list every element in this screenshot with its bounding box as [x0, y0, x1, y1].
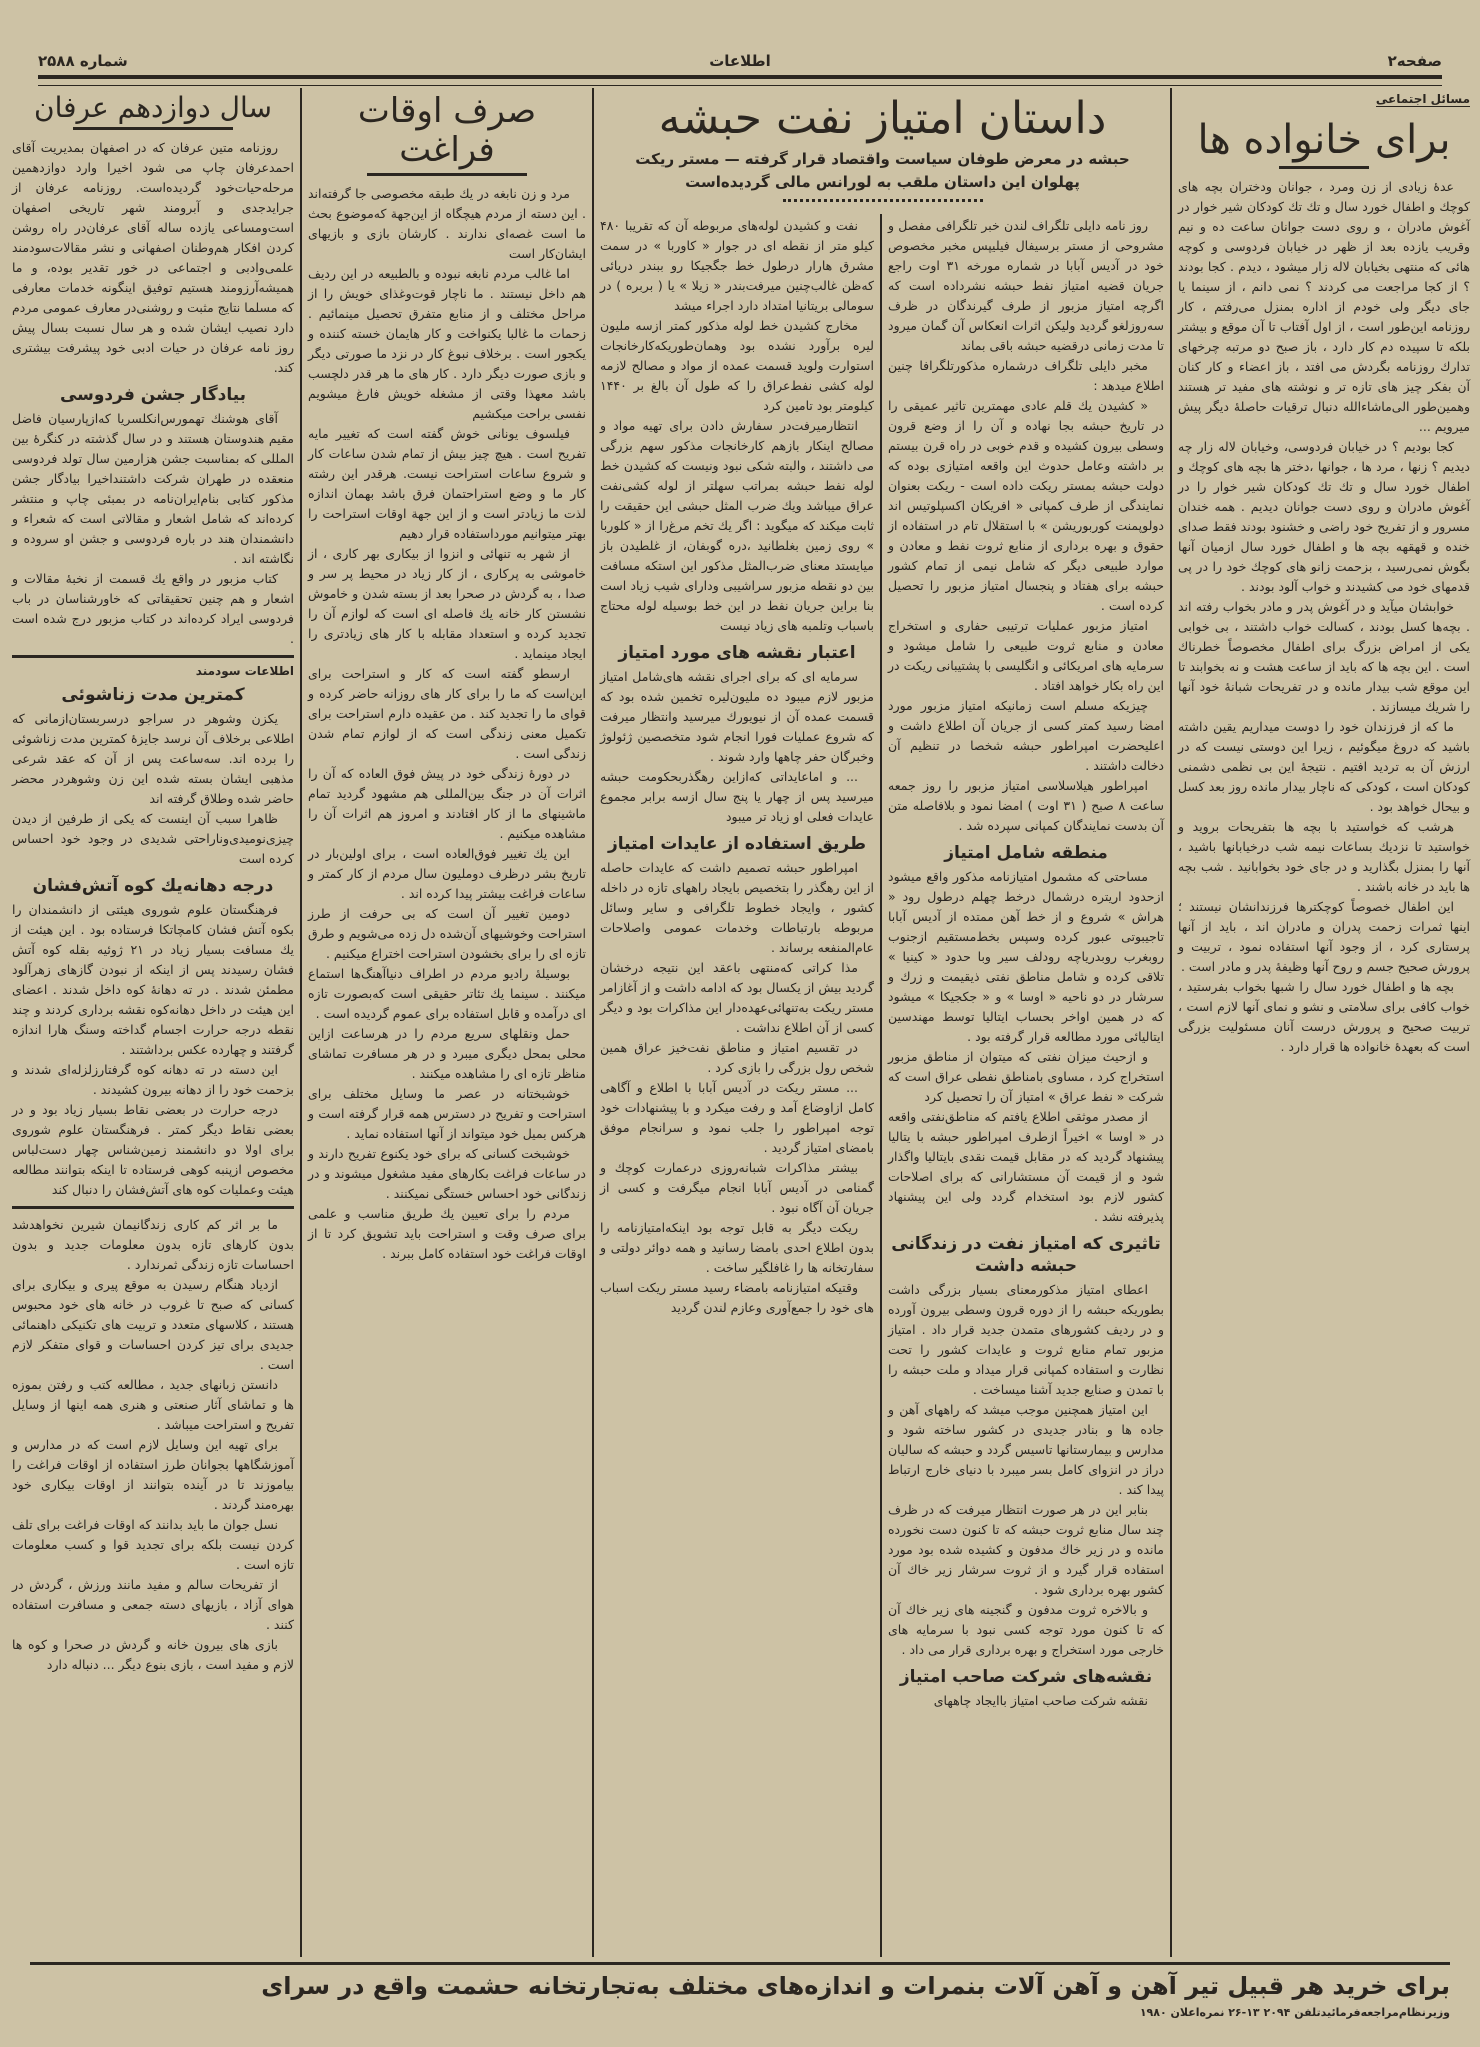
- advertisement-banner: [30, 1962, 1450, 2021]
- newspaper-name: اطلاعات: [709, 52, 771, 70]
- paragraph: حمل ونقلهای سریع مردم را در هرساعت ازاین محلی بمحل دیگری میبرد و در هر مسافرت تماشای مناظر تازه ای را مشاهده میکنند .: [308, 1026, 586, 1082]
- paragraph: از مصدر موثقی اطلاع یافتم که مناطق‌نفتی واقعه در « اوسا » اخیراً ازطرف امپراطور حبشه با یتالیا پیشنهاد گردید که در مقابل قیمت نقدی بایتالیا واگذار شود و از قیمت آن مستشارانی که برای اصلاحات کشور لازم بود استخدام گردد ولی این پیشنهاد پذیرفته نشد .: [888, 1109, 1164, 1224]
- paragraph: از تفریحات سالم و مفید مانند ورزش ، گردش در هوای آزاد ، بازیهای دسته جمعی و مسافرت استفاده کنند .: [12, 1577, 294, 1633]
- article-deck: حبشه در معرض طوفان سیاست واقتصاد قرار گرفته — مستر ریکت پهلوان این داستان ملقب به لورانس مالی گردیده‌است: [635, 150, 1130, 191]
- paragraph: امتیاز مزبور عملیات ترتیبی حفاری و استخراج معادن و منابع ثروت طبیعی را شامل میشود و سرمایه های امریکائی و انگلیسی با پشتیبانی ریکت در این راه بکار خواهد افتاد .: [888, 618, 1164, 693]
- subheading: تاثیری که امتیاز نفت در زندگانی حبشه داشت: [891, 1234, 1161, 1276]
- paragraph: درجه حرارت در بعضی نقاط بسیار زیاد بود و در بعضی نقاط دیگر کمتر . فرهنگستان علوم شوروی برای اولا دو دانشمند زمین‌شناس چهار دست‌لباس مخصوص ازپنبه کوهی فرستاده تا اینکه بتوانند مطالعه هیئت وعملیات کوه های آتش‌فشان را دنبال کند: [12, 1102, 294, 1198]
- paragraph: هرشب که خواستید با بچه ها بتفریحات بروید و خواستید تا نزدیك بساعات نیمه شب درخیابانها باشید ، آنها را بمنزل بگذارید و در جای خود بخوابانید . شب بچه ها باید در خانه باشند .: [1178, 819, 1470, 894]
- article-leisure: [308, 88, 586, 1264]
- paragraph: انتظارمیرفت‌در سفارش دادن برای تهیه مواد و مصالح اینکار بازهم کارخانجات مذکور سهم بزرگی می داشتند ، والبته شکی نبود ونیست که کشیدن خط لوله نفط حبشه بمراتب سهلتر از لوله کشی‌نفت عراق میباشد ویك ضرب المثل حبشی این حقیقت را ثابت میکند که میگوید : اگر یك تخم مرغ‌را از « کلوربا » روی زمین بغلطانید ،دره گوبفان، از غلطیدن باز میایستد معنای ضرب‌المثل مذکور این استکه مسافت بین دو نقطه مزبور سراشیبی ودارای شیب زیاد است بنا براین جریان نفط در این خط بوسیله لوله محتاج باسباب وتلمبه های زیاد نیست: [600, 418, 874, 633]
- paragraph: خوابشان میآید و در آغوش پدر و مادر بخواب رفته اند . بچه‌ها کسل بودند ، کسالت خواب داشتند ، بی خوابی یکی از امراض بزرگ برای اطفال مخصوصاً خطرناك است . این بچه ها که باید از ساعت هشت و نه بخوابند تا این موقع شب بیدار مانده و در تفریحات شبانهٔ خود آنها را شریك میسازند .: [1178, 599, 1470, 714]
- subheading: بیادگار جشن فردوسی: [59, 385, 247, 406]
- column-divider: [1170, 88, 1172, 1957]
- paragraph: بوسیلهٔ رادیو مردم در اطراف دنیا‌آهنگ‌ها استماع میکنند . سینما یك تئاتر حقیقی است که‌بصورت تازه ای درآمده و قابل استفاده برای عموم گردیده است .: [308, 966, 586, 1022]
- paragraph: خوشبخت کسانی که برای خود یکنوع تفریح دارند و در ساعات فراغت بکارهای مفید مشغول میشوند و در زندگانی خود احساس خستگی نمیکنند .: [308, 1146, 586, 1202]
- paragraph: مخبر دایلی تلگراف درشماره مذکورتلگرافا چنین اطلاع میدهد :: [888, 358, 1164, 393]
- paragraph: نسل جوان ما باید بدانند که اوقات فراغت برای تلف کردن نیست بلکه برای تجدید قوا و کسب معلومات تازه است .: [12, 1517, 294, 1573]
- paragraphs: [12, 900, 294, 1200]
- section-kicker: مسائل اجتماعی: [1375, 92, 1470, 106]
- article-title: داستان امتیاز نفت حبشه: [658, 93, 1107, 144]
- column-divider: [880, 214, 882, 1957]
- ad-reference: وزیرنظام‌مراجعه‌فرمائید‌تلفن ۲۰۹۴ ۱۳-۲۶ نمره‌اعلان ۱۹۸۰: [1139, 2006, 1450, 2019]
- paragraph: دانستن زبانهای جدید ، مطالعه کتب و رفتن بموزه ها و تماشای آثار صنعتی و هنری همه اینها از وسایل تفریح و استراحت میباشد .: [12, 1377, 294, 1433]
- column-divider: [592, 88, 594, 1957]
- paragraph: ظاهرا سبب آن اینست که یکی از طرفین از دیدن چیزی‌نومیدی‌وناراحتی‌ شدیدی در وجود خود احساس کرده است: [12, 811, 294, 867]
- section-rule: [12, 1206, 294, 1209]
- paragraph: این امتیاز همچنین موجب میشد که راههای آهن و جاده ها و بنادر جدیدی در کشور ساخته شود و مدارس و بیمارستانها تاسیس گردد و حبشه که سالیان دراز در انزوای کامل بسر میبرد با دنیای خارج ارتباط پیدا کند .: [888, 1402, 1164, 1497]
- paragraph: مردم را برای تعیین یك طریق مناسب و علمی برای صرف وقت و استراحت باید تشویق کرد تا از اوقات فراغت خود استفاده کامل ببرند .: [308, 1206, 586, 1262]
- article-families: [1178, 88, 1470, 1057]
- paragraph: وقتیکه امتیازنامه بامضاء رسید مستر ریکت اسباب های خود را جمع‌آوری وعازم لندن گردید: [600, 1280, 874, 1315]
- paragraph: ما بر اثر کم کاری زندگانیمان شیرین نخواهدشد بدون کارهای تازه بدون معلومات جدید و بدون احساسات تازه زندگی ثمرندارد .: [12, 1217, 294, 1273]
- title-rule: [783, 199, 983, 202]
- paragraph: نفت و کشیدن لوله‌های مربوطه آن که تقریبا ۴۸۰ کیلو متر از نقطه ای در جوار « کاوربا » در سمت مشرق هارار درطول خط جگجیکا رو ببندر دریائی که‌ظن غالب‌چنین میرفت‌بندر « زیلا » یا ( بربره ) در سومالی بریتانیا امتداد دارد اجراء میشد: [600, 218, 874, 313]
- paragraph: اما غالب مردم نابغه نبوده و بالطبیعه در این ردیف هم داخل نیستند . ما ناچار قوت‌وغذای خویش را از مراحل مختلف و از منابع متفرق تحصیل مینمائیم . زحمات ما غالبا یکنواخت و کار هایمان خسته کننده و یکجور است . برخلاف نبوغ کار در نزد ما صورتی دیگر و بازی صورت دیگر دارد . کار های ما هر قدر دلچسب باشد معهذا وقتی از مشغله خویش فارغ میشویم نفسی براحت میکشیم: [308, 266, 586, 422]
- paragraph: مساحتی که مشمول امتیازنامه مذکور واقع میشود ازحدود اریتره درشمال درخط چهلم درطول رود « هراش » شروع و از خط آهن ممتده از آدیس آبابا تاجیبوتی عبور کرده وسپس بخط‌مستقیم ازجنوب روبغرب روبدریاچه رودلف سیر وبا حدود « کینیا » تلاقی کرده و شامل مناطق نفتی ذیقیمت و زرك و سرشار در دو ناحیه « اوسا » و « جکجیکا » میشود که در همین اواخر بحساب ایتالیا توسط مهندسین ایتالیائی مورد مطالعه قرار گرفته بود .: [888, 869, 1164, 1044]
- paragraphs: [888, 1280, 1164, 1660]
- ad-text: برای خرید هر قبیل تیر آهن و آهن آلات بنمرات و اندازه‌های مختلف به‌تجارتخانه حشمت واقع در سرای: [261, 1972, 1450, 2000]
- paragraph: و ازحیث میزان نفتی که میتوان از مناطق مزبور استخراج کرد ، مساوی بامناطق نفطی عراق است که شرکت « نفط عراق » امتیاز آن را تحصیل کرد: [888, 1049, 1164, 1104]
- paragraph: « کشیدن یك قلم عادی مهمترین تاثیر عمیقی را در تاریخ حبشه بجا نهاده و آن را از وضع قرون وسطی بیرون کشیده و قدم خوبی در راه قرن بیستم بر داشته وعامل حدوث این واقعه امتیازی بوده که دولت حبشه بمستر ریکت داده است - ریکت بعنوان نمایندگی از طرف کمپانی « افریکان اکسپلوتیس اند دولوپمنت کوربوریشن » با استقلال تام در استفاده از حقوق و بهره برداری از منابع ثروت نفط و معادن و موارد طبیعی دیگر که شامل نیمی از تمام کشور حبشه برای هفتاد و پنجسال امتیاز مزبور را تحصیل کرده است .: [888, 398, 1164, 613]
- page-number: صفحه۲: [1387, 52, 1442, 70]
- paragraph: بچه ها و اطفال خورد سال را شبها بخواب بفرستید ، خواب کافی برای سلامتی و نشو و نمای آنها لازم است ، تربیت صحیح و پرورش درست آنان مسئولیت بزرگی است که بعهدهٔ خانواده ها قرار دارد .: [1178, 979, 1470, 1054]
- subheading: کمترین مدت زناشوئی: [61, 685, 245, 706]
- paragraph: دومین تغییر آن است که بی حرفت از طرز استراحت وخوشیهای آن‌شده دل زده می‌شویم و طرق تازه ای را برای بخشودن استراحت اختراع میکنیم .: [308, 906, 586, 962]
- top-double-rule: [38, 75, 1442, 86]
- article-ethiopia-header: [595, 86, 1170, 202]
- paragraphs: [12, 1215, 294, 1675]
- section-rule: [12, 655, 294, 658]
- paragraphs: [600, 667, 874, 827]
- paragraph: بنابر این در هر صورت انتظار میرفت که در ظرف چند سال منابع ثروت حبشه که تا کنون دست نخورده مانده و در زیر خاك مدفون و کشیده شده بود مورد استفاده قرار گیرد و از ثروت سرشار زیر خاك آن کشور بهره برداری شود .: [888, 1502, 1164, 1597]
- paragraph: کتاب مزبور در واقع یك قسمت از نخبهٔ مقالات و اشعار و هم چنین تحقیقاتی که خاورشناسان در باب فردوسی ایراد کرده‌اند در کتاب مزبور درج شده است .: [12, 571, 294, 647]
- paragraph: این اطفال خصوصاً کوچکترها فرزندانشان نیستند ؛ اینها ثمرات زحمت پدران و مادران اند ، باید از آنها پرستاری کرد ، از وجود آنها استفاده نمود ، تربیت و پرورش صحیح جسم و روح آنها وظیفهٔ پدر و مادر است .: [1178, 899, 1470, 974]
- paragraph: سرمایه ای که برای اجرای نقشه های‌شامل امتیاز مزبور لازم میبود ده ملیون‌لیره تخمین شده بود که قسمت عمده آن از نیویورك میرسید وانتظار میرفت که شروع عملیات فورا انجام شود متخصصین ژئولوژ وخبرگان حفر چاهها وارد شوند .: [600, 669, 874, 764]
- paragraph: ارسطو گفته است که کار و استراحت برای این‌است که ما را برای کار های روزانه حاضر کرده و قوای ما را تجدید کند . من عقیده دارم استراحت برای تکمیل معنی زندگی است که از لوازم تمام شدن زندگی است .: [308, 666, 586, 762]
- paragraphs: [888, 216, 1164, 836]
- paragraphs: [12, 709, 294, 869]
- paragraph: ما که از فرزندان خود را دوست میداریم یقین داشته باشید که دروغ میگوئیم ، زیرا این دوستی نیست که در ارزش آن به تردید افتیم . نتیجهٔ این بی نظمی دشمنی کودکان است ، کودکی که ناچار بیدار مانده روز بعد کسل و بیحال خواهد بود .: [1178, 719, 1470, 814]
- paragraphs: [600, 216, 874, 636]
- article-title: صرف اوقات فراغت: [357, 91, 537, 171]
- paragraph: ... مستر ریکت در آدیس آبابا با اطلاع و آگاهی کامل ازاوضاع آمد و رفت میکرد و با پیشنهادات خود توجه امپراطور را جلب نمود و سرانجام موفق بامضای امتیاز گردید .: [600, 1080, 874, 1155]
- paragraph: بازی های بیرون خانه و گردش در صحرا و کوه ها لازم و مفید است ، بازی‌ بنوع دیگر ... دنباله دارد: [12, 1637, 294, 1673]
- paragraphs: [308, 184, 586, 1264]
- paragraph: فیلسوف یونانی خوش گفته است که تغییر مایه تفریح است . هیچ چیز بیش از تمام شدن ساعات کار و شروع ساعات استراحت نیست. هرقدر این رشته کار ما و وضع استراحتمان فرق باشد بهمان اندازه لذت ما زیادتر است و از این جهة اوقات استراحت را بهتر میتوانیم مورداستفاده قرار دهیم: [308, 426, 586, 542]
- paragraph: مخارج کشیدن خط لوله مذکور کمتر ازسه ملیون لیره برآورد نشده بود وهمان‌طوریکه‌کارخانجات استوارت ولوید قسمت عمده از مواد و مصالح لازمه لوله کشی نفط‌عراق را که طول آن بالغ بر ۱۴۴۰ کیلومتر بود تامین کرد: [600, 318, 874, 413]
- column-divider: [300, 88, 302, 1957]
- paragraphs: [12, 409, 294, 649]
- paragraph: عدهٔ زیادی از زن ومرد ، جوانان ودختران بچه های کوچك و اطفال خورد سال و تك تك کودکان شیر خوار در آغوش مادران ، و روی دست جوانان ساعت ده و نیم وقریب یازده بعد از ظهر در خیابان فردوسی و کوچه هائی که منتهی بخیابان لاله زار میشود ، دیدم . کجا بودند ؟ از کجا مراجعت می کردند ؟ نمی دانم ، از سینما یا جای دیگر ولی خودم از اداره بمنزل می‌رفتم ، کار روزنامه این‌طور است ، از اول آفتاب تا آن موقع و بیشتر بلکه تا سپیده دم کار دارد ، باز صبح دو مرتبه چرخهای تدارك روزنامه بگردش می افتد ، باز اعضاء و کار کنان آن بفکر چیز های تازه تر و نوشته های مفید تر هستند وهمین‌طور الی‌ماشاءالله دنبال ترقیات حاصلهٔ دیگر پیش میرویم ...: [1178, 179, 1470, 434]
- paragraph: کجا بودیم ؟ در خیابان فردوسی، وخیابان لاله زار چه دیدیم ؟ زنها ، مرد ها ، جوانها ،دختر ها بچه های کوچك و اطفال خورد سال و تك تك کودکان شیر خوار را در آغوش مادران و روی دست جوانان دیدیم . همه خندان مسرور و از تفریح خود راضی و خشنود بودند فقط صدای خنده و قهقهه بچه ها و اطفال خورد سال ازمیان آنها بگوش نمی‌رسید ، بزحمت زانو های کوچك خود را در پی قدمهای خود می کشیدند و خواب آلود بودند .: [1178, 439, 1470, 594]
- paragraphs: [600, 858, 874, 1318]
- paragraph: امپراطور هیلاسلاسی امتیاز مزبور را روز جمعه ساعت ۸ صبح ( ۳۱ اوت ) امضا نمود و بلافاصله متن آن بدست نمایندگان کمپانی سپرده شد .: [888, 778, 1164, 833]
- paragraph: ... و اماعایداتی که‌ازاین رهگذربحکومت حبشه میرسید پس از چهار یا پنج سال ازسه برابر مجموع عایدات فعلی او زیاد تر میبود: [600, 769, 874, 824]
- article-title: برای خانواده ها: [1197, 117, 1451, 163]
- paragraph: مرد و زن نابغه در یك طبقه مخصوصی جا گرفته‌اند . این دسته از مردم هیچگاه از این‌جهة که‌موضوع بحث ما است غصه‌ای ندارند . کارشان بازی و بازیهای ایشان‌کار است: [308, 186, 586, 262]
- issue-number: شماره ۲۵۸۸: [38, 52, 128, 70]
- paragraphs: [888, 1691, 1164, 1711]
- paragraph: روز نامه دایلی تلگراف لندن خبر تلگرافی مفصل و مشروحی از مستر برسیفال فیلیپس مخبر مخصوص خود در آدیس آبابا در شماره مورخه ۳۱ اوت راجع جریان قضیه امتیاز نفط حبشه نشرداده است که اگرچه امتیاز مزبور از طرف گیرندگان در ظرف سه‌روزلغو گردید ولیکن اثرات انعکاس آن گمان میرود تا مدت زمانی درقضیه حبشه باقی بماند: [888, 218, 1164, 353]
- paragraph: این دسته در ته دهانه کوه گرفتارزلزله‌ای شدند و بزحمت خود را از دهانه بیرون کشیدند .: [12, 1062, 294, 1098]
- article-ethiopia-col-right: [888, 216, 1164, 1711]
- subheading: درجه دهانه‌یك کوه آتش‌فشان: [32, 876, 274, 897]
- section-label: اطلاعات سودمند: [195, 664, 294, 679]
- paragraph: چیزیکه مسلم است زمانیکه امتیاز مزبور مورد امضا رسید کمتر کسی از جریان آن اطلاع داشت و اعلیحضرت امپراطور حبشه شخصا در تنظیم آن دخالت داشتند .: [888, 698, 1164, 773]
- paragraph: در دورهٔ زندگی خود در پیش فوق العاده که آن را اثرات آن در جنگ بین‌المللی هم مشهود گردید تمام ماشینهای ما از کار افتادند و امروز هم اثرات آن را مشاهده میکنیم .: [308, 766, 586, 842]
- title-rule: [367, 173, 527, 176]
- title-rule: [73, 127, 233, 130]
- paragraphs: [1178, 177, 1470, 1057]
- article-title: سال دوازدهم عرفان: [34, 91, 272, 124]
- paragraph: و بالاخره ثروت مدفون و گنجینه های زیر خاك آن که تا کنون مورد توجه کسی نبود با سرمایه های خارجی مورد استخراج و بهره برداری قرار می داد .: [888, 1602, 1164, 1657]
- paragraph: یکزن وشوهر در سراجو درسربستان‌ازمانی که اطلاعی برخلاف آن نرسد جایزهٔ کمترین مدت زناشوئی را برده اند. سه‌ساعت پس از آن که عقد شرعی مذهبی ایشان بسته شده این زن وشوهردر محضر حاضر شده وطلاق گرفته اند: [12, 711, 294, 807]
- subheading: منطقه شامل امتیاز: [944, 843, 1108, 863]
- paragraph: روزنامه متین عرفان که در اصفهان بمدیریت آقای احمدعرفان چاپ می شود اخیرا وارد دوازدهمین مرحله‌حیات‌خود گردیده‌است. روزنامه عرفان از جرایدجدی و آبرومند شهر تاریخی اصفهان است‌ومساعی یازده ساله آقای عرفان‌در راه روشن کردن افکار هم‌وطنان اصفهانی و نشر مقالات‌سودمند علمی‌وادبی و اجتماعی در خور تقدیر بوده، و ما همیشه‌آرزومند هستیم توفیق اینگونه خدمات معارفی که مسلما نتایج مثبت و روشنی‌در معارف عمومی مردم دارد نصیب ایشان شده و هر سال نسبت بسال پیش روز نامه عرفان در حیات ادبی خود پیشرفت بیشتری کند.: [12, 140, 294, 376]
- subheading: اعتبار نقشه های مورد امتیاز: [618, 643, 856, 663]
- paragraph: بیشتر مذاکرات شبانه‌روزی درعمارت کوچك و گمنامی در آدیس آبابا انجام میگرفت و کسی از جریان آن آگاه نبود .: [600, 1160, 874, 1215]
- paragraph: در تقسیم امتیاز و مناطق نفت‌خیز عراق همین شخص رول بزرگی را بازی کرد .: [600, 1040, 874, 1075]
- subheading: طریق استفاده از عایدات امتیاز: [608, 834, 866, 854]
- subheading: نقشه‌های شرکت صاحب امتیاز: [899, 1667, 1153, 1687]
- title-rule: [1279, 166, 1369, 169]
- paragraph: ازدیاد هنگام رسیدن به موقع پیری و بیکاری برای کسانی که صبح تا غروب در خانه های خود محبوس هستند ، کلاسهای متعدد و تربیت های تکنیکی داهنمائی جدیدی برای تیز کردن احساسات و قوای متفکر لازم است .: [12, 1277, 294, 1373]
- article-erfan: [12, 88, 294, 1675]
- paragraphs: [888, 867, 1164, 1227]
- masthead: [38, 52, 1442, 72]
- paragraphs: [12, 138, 294, 378]
- paragraph: برای تهیه این وسایل لازم است که در مدارس و آموزشگاهها بجوانان طرز استفاده از اوقات فراغت را بیاموزند تا در آینده بتوانند از اوقات بیکاری خود بهره‌مند گردند .: [12, 1437, 294, 1513]
- paragraph: اعطای امتیاز مذکورمعنای بسیار بزرگی داشت بطوریکه حبشه را از دوره قرون وسطی بیرون آورده و در ردیف کشورهای متمدن جدید قرار داد . امتیاز مزبور تمام منابع ثروت و عایدات کشور را تحت نظارت و استفاده کمپانی قرار میداد و ملت حبشه را با تمدن و صنایع جدید آشنا میساخت .: [888, 1282, 1164, 1397]
- paragraph: فرهنگستان علوم شوروی هیئتی از دانشمندان را بکوه آتش فشان کامچاتکا فرستاده بود . این هیئت از یك مسافت بسیار زیاد در ۲۱ ژوئیه بقله کوه آتش فشان رسیدند پس از اینکه از نبودن گازهای زهرآلود مطمئن شدند . در ته دهانهٔ کوه داخل شدند . اعضای این هیئت در داخل دهانه‌کوه نقشه برداری کردند و چند نقطه درجه حرارت اجسام گداخته وسنگ هارا اندازه گرفتند و چهارده عکس برداشتند .: [12, 902, 294, 1058]
- article-ethiopia-col-left: [600, 216, 874, 1318]
- paragraph: خوشبختانه در عصر ما وسایل مختلف برای استراحت و تفریح در دسترس همه قرار گرفته است و هرکس بمیل خود میتواند از آنها استفاده نماید .: [308, 1086, 586, 1142]
- paragraph: امپراطور حبشه تصمیم داشت که عایدات حاصله از این رهگذر را بتخصیص بایجاد راههای تازه در داخله کشور ، وایجاد خطوط تلگرافی و سایر وسائل مربوطه بارتباطات وخدمات عمومی واصلاحات عام‌المنفعه برساند .: [600, 860, 874, 955]
- paragraph: مذا کراتی که‌منتهی باعقد این نتیجه درخشان گردید بیش از یکسال بود که ادامه داشت و از آغازامر مستر ریکت به‌تنهائی‌عهده‌دار این مذاکرات بود و دیگر کسی از آن اطلاع نداشت .: [600, 960, 874, 1035]
- paragraph: این یك تغییر فوق‌العاده است ، برای اولین‌بار در تاریخ بشر درظرف دوملیون سال مردم از کار کمتر و ساعات فراغت بیشتر پیدا کرده اند .: [308, 846, 586, 902]
- paragraph: از شهر به تنهائی و انزوا از بیکاری بهر کاری ، از خاموشی به پرکاری ، از کار زیاد در محیط پر سر و صدا ، به گردش در صحرا بعد از بسته شدن و خاموش نشستن کار خانه یك فاصله ای است که لوازم آن را تجدید کرده و استعداد مقابله با کار های زیادتری را ایجاد مینماید .: [308, 546, 586, 662]
- paragraph: آقای هوشنك تهمورس‌انکلسریا که‌ازپارسیان فاضل مقیم هندوستان هستند و در سال گذشته در کنگرهٔ بین المللی که بمناسبت جشن هزارمین سال تولد فردوسی منعقده در طهران شرکت داشتنداخیرا بیادگار جشن مذکور کتابی بنام‌ایران‌نامه در بمبئی چاپ و منتشر کرده‌اند که شامل اشعار و مقالاتی است که شعراء و دانشمندان هند در باره فردوسی و جشن او سروده و نگاشته اند .: [12, 411, 294, 567]
- paragraph: نقشه شرکت صاحب امتیاز باایجاد چاههای: [933, 1693, 1148, 1708]
- paragraph: ریکت دیگر به قابل توجه بود اینکه‌امتیاز‌نامه را بدون اطلاع احدی بامضا رسانید و همه دوائر دولتی و سفارتخانه ها را غافلگیر ساخت .: [600, 1220, 874, 1275]
